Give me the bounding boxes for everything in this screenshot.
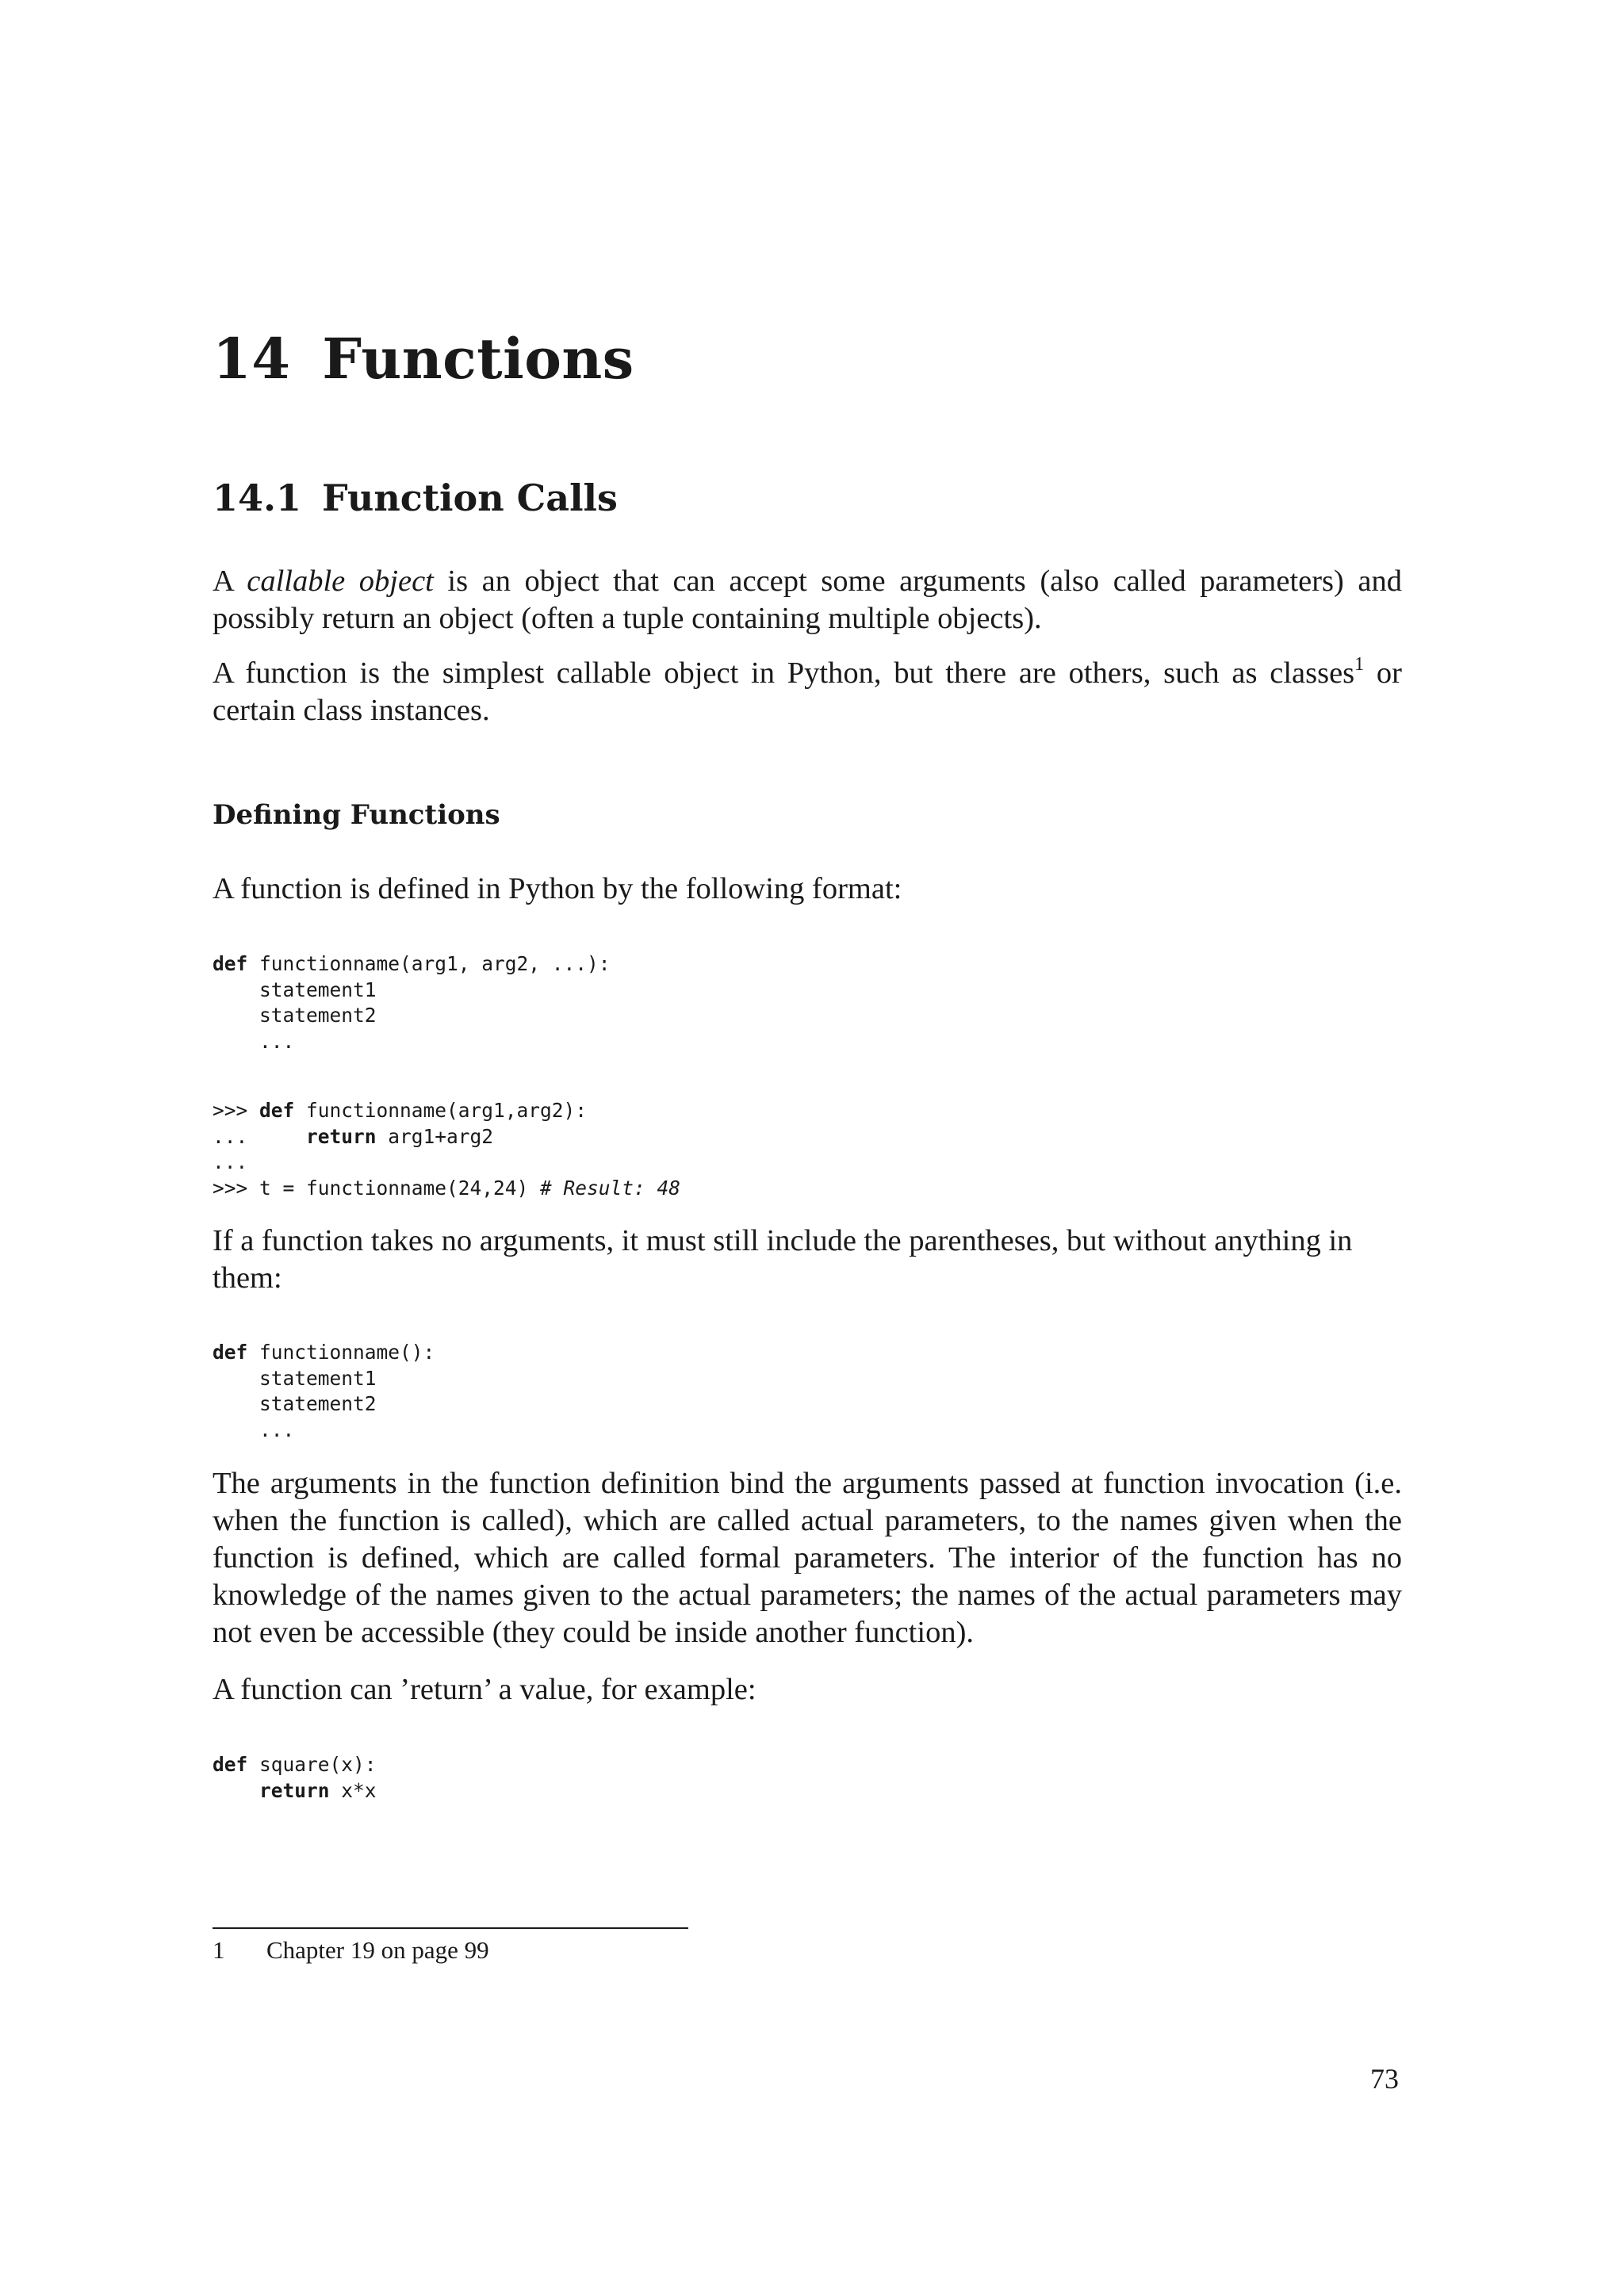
code-text: arg1+arg2	[376, 1124, 494, 1148]
section-number: 14.1	[213, 476, 302, 519]
code-text: ...	[213, 1150, 248, 1173]
code-block-interactive-example	[213, 1098, 680, 1201]
code-text: functionname(arg1, arg2, ...):	[247, 952, 611, 975]
code-text: statement2	[213, 1004, 377, 1027]
code-text: ...	[213, 1124, 307, 1148]
code-text: x*x	[329, 1778, 377, 1802]
code-keyword: def	[213, 1753, 248, 1776]
code-keyword: return	[259, 1778, 330, 1802]
code-text	[213, 1779, 259, 1802]
paragraph-callable-object	[213, 563, 1402, 637]
paragraph-text: is an object that can accept some arguments (also called parameters) and possibly return an object (often a tuple containing multiple objects).	[213, 564, 1402, 635]
paragraph-defined-format: A function is defined in Python by the following format:	[213, 872, 902, 905]
code-text: >>>	[213, 1099, 260, 1122]
term-callable-object: callable object	[247, 564, 434, 598]
paragraph-no-arguments: If a function takes no arguments, it must still include the parentheses, but without anything in them:	[213, 1224, 1353, 1295]
paragraph-text: or certain class instances.	[213, 656, 1402, 727]
paragraph-text: A function is the simplest callable object in Python, but there are others, such as classes	[213, 656, 1355, 690]
code-text: statement1	[213, 978, 377, 1001]
code-keyword: return	[306, 1124, 377, 1148]
footnote	[213, 1934, 489, 1966]
subsection-title: Defining Functions	[213, 799, 500, 831]
footnote-divider	[213, 1927, 688, 1929]
footnote-reference[interactable]: 1	[1354, 654, 1365, 675]
code-text: ...	[213, 1418, 295, 1441]
code-keyword: def	[213, 1341, 248, 1364]
code-keyword: def	[213, 952, 248, 975]
code-text: square(x):	[247, 1753, 377, 1776]
chapter-title-text: Functions	[322, 326, 634, 392]
code-text: functionname():	[247, 1341, 435, 1364]
page-number: 73	[1370, 2063, 1399, 2095]
paragraph-return-value: A function can ’return’ a value, for example:	[213, 1673, 756, 1706]
paragraph-actual-formal-parameters: The arguments in the function definition bind the arguments passed at function invocation (i.e. when the function is called), which are called actual parameters, to the names given when the function is defined, which are called formal parameters. The interior of the function has no knowledge of the names given to the actual parameters; the names of the actual parameters may not even be accessible (they could be inside another function).	[213, 1467, 1402, 1649]
code-text: >>> t = functionname(24,24)	[213, 1176, 541, 1200]
code-block-square	[213, 1752, 377, 1804]
code-keyword: def	[259, 1099, 295, 1122]
footnote-text[interactable]: Chapter 19 on page 99	[266, 1936, 489, 1964]
code-text: ...	[213, 1029, 295, 1053]
paragraph-function-simplest	[213, 655, 1402, 729]
paragraph-text: A	[213, 564, 247, 598]
section-title-text: Function Calls	[322, 476, 618, 519]
chapter-title	[213, 325, 634, 393]
code-text: statement2	[213, 1392, 377, 1415]
code-text: statement1	[213, 1366, 377, 1390]
code-comment: # Result: 48	[540, 1176, 681, 1200]
code-block-no-arguments	[213, 1340, 435, 1443]
code-block-definition-format	[213, 951, 611, 1054]
chapter-number: 14	[213, 326, 291, 392]
footnote-number: 1	[213, 1936, 225, 1964]
section-title	[213, 474, 618, 522]
code-text: functionname(arg1,arg2):	[294, 1099, 588, 1122]
